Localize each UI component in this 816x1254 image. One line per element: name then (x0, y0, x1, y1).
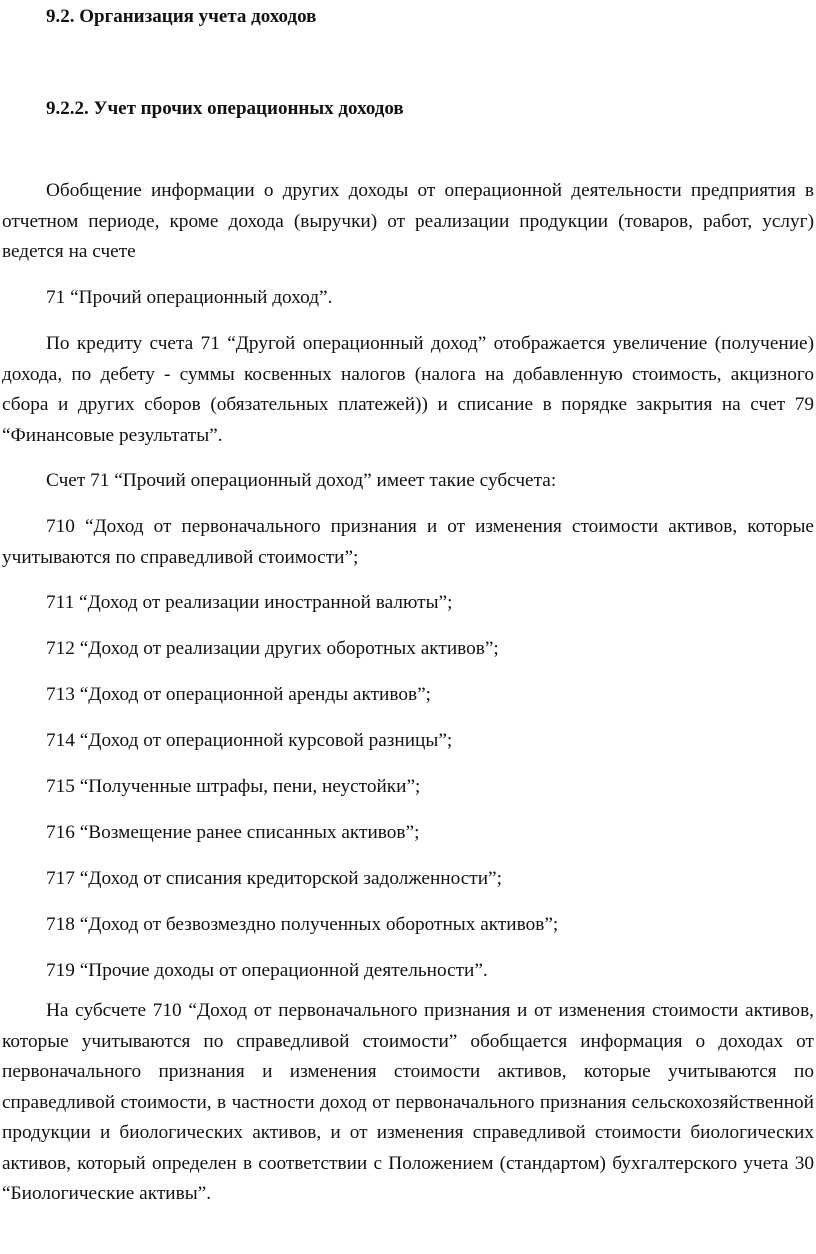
subaccount-717: 717 “Доход от списания кредиторской задолженности”; (46, 868, 502, 889)
subaccount-711: 711 “Доход от реализации иностранной валюты”; (46, 592, 453, 613)
subaccount-712: 712 “Доход от реализации других оборотных активов”; (46, 638, 499, 659)
subaccounts-intro: Счет 71 “Прочий операционный доход” имеет такие субсчета: (46, 470, 557, 491)
subaccount-710: 710 “Доход от первоначального признания и от изменения стоимости активов, которые учитываются по справедливой стоимости”; (2, 516, 814, 568)
subaccount-714: 714 “Доход от операционной курсовой разницы”; (46, 730, 453, 751)
subaccount-719: 719 “Прочие доходы от операционной деятельности”. (46, 960, 488, 981)
subsection-heading: 9.2.2. Учет прочих операционных доходов (46, 98, 404, 119)
subaccount-710-description: На субсчете 710 “Доход от первоначального признания и от изменения стоимости активов, которые учитываются по справедливой стоимости” обобщается информация о доходах от первоначального признания и изменения стоимости активов, которые учитываются по справедливой стоимости, в частности доход от первоначального признания сельскохозяйственной продукции и биологических активов, и от изменения справедливой стоимости биологических активов, который определен в соответствии с Положением (стандартом) бухгалтерского учета 30 “Биологические активы”. (2, 1000, 814, 1204)
subaccount-716: 716 “Возмещение ранее списанных активов”; (46, 822, 420, 843)
account-71-line: 71 “Прочий операционный доход”. (46, 287, 333, 308)
subaccount-713: 713 “Доход от операционной аренды активов”; (46, 684, 431, 705)
subaccount-718: 718 “Доход от безвозмездно полученных оборотных активов”; (46, 914, 559, 935)
subaccount-715: 715 “Полученные штрафы, пени, неустойки”; (46, 776, 421, 797)
credit-debit-paragraph: По кредиту счета 71 “Другой операционный доход” отображается увеличение (получение) дохода, по дебету - суммы косвенных налогов (налога на добавленную стоимость, акцизного сбора и других сборов (обязательных платежей)) и списание в порядке закрытия на счет 79 “Финансовые результаты”. (2, 333, 814, 446)
intro-paragraph: Обобщение информации о других доходы от операционной деятельности предприятия в отчетном периоде, кроме дохода (выручки) от реализации продукции (товаров, работ, услуг) ведется на счете (2, 180, 814, 262)
section-heading: 9.2. Организация учета доходов (46, 6, 317, 27)
